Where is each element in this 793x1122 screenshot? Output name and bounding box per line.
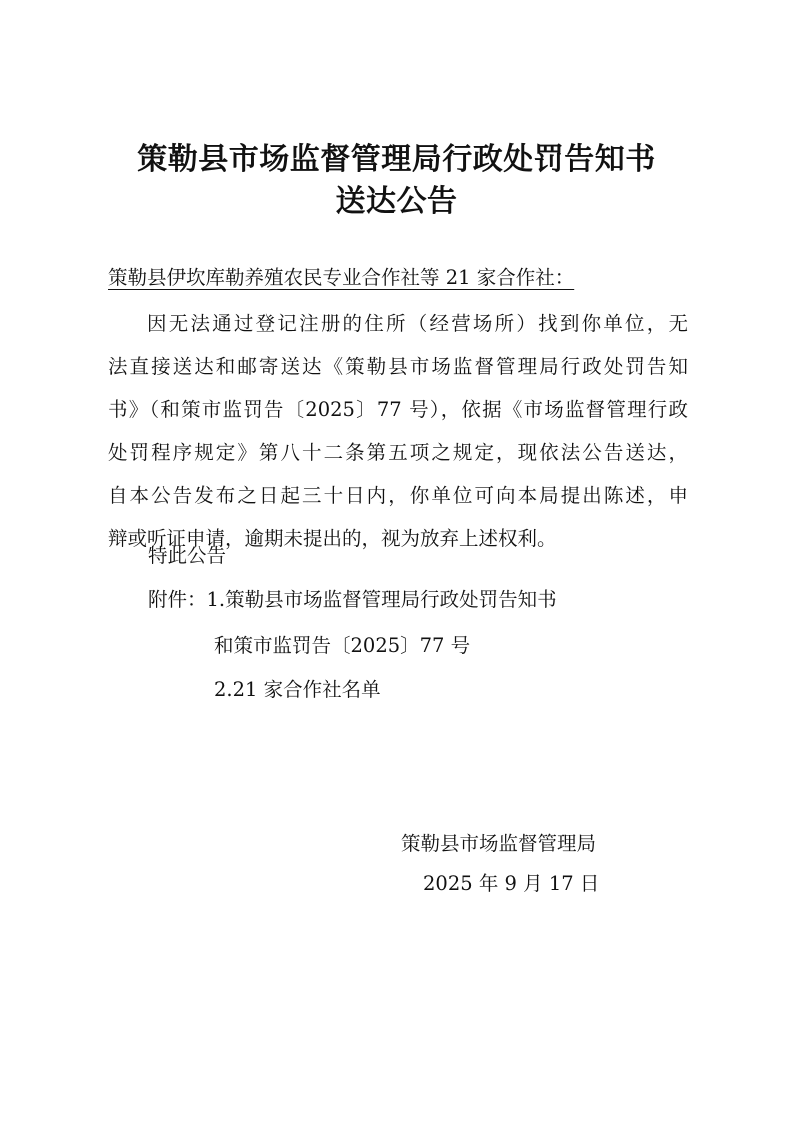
attachment-item-2: 2.21 家合作社名单	[214, 678, 381, 701]
attachment-item-1	[148, 586, 557, 614]
closing-text: 特此公告	[148, 544, 227, 567]
signature-organization: 策勒县市场监督管理局	[401, 832, 597, 855]
body-paragraph-line-2: 法直接送达和邮寄送达《策勒县市场监督管理局行政处罚告知	[108, 355, 688, 378]
body-paragraph-line-5: 自本公告发布之日起三十日内，你单位可向本局提出陈述，申	[108, 484, 688, 507]
addressee: 策勒县伊坎库勒养殖农民专业合作社等 21 家合作社：	[108, 266, 575, 289]
body-paragraph-line-4: 处罚程序规定》第八十二条第五项之规定，现依法公告送达，	[108, 441, 688, 464]
body-paragraph-line-1: 因无法通过登记注册的住所（经营场所）找到你单位，无	[147, 312, 688, 335]
body-paragraph-line-3: 书》（和策市监罚告〔2025〕77 号），依据《市场监督管理行政	[108, 398, 688, 421]
document-title-line1: 策勒县市场监督管理局行政处罚告知书	[137, 142, 656, 177]
attachment-item-1-number: 和策市监罚告〔2025〕77 号	[214, 634, 471, 657]
document-title-line2: 送达公告	[335, 184, 458, 219]
body-paragraph-line-6: 辩或听证申请，逾期未提出的，视为放弃上述权利。	[108, 527, 557, 550]
signature-date: 2025 年 9 月 17 日	[423, 872, 600, 895]
attachment-item-1-title: 1.策勒县市场监督管理局行政处罚告知书	[206, 588, 557, 611]
attachment-label: 附件：	[148, 588, 207, 611]
